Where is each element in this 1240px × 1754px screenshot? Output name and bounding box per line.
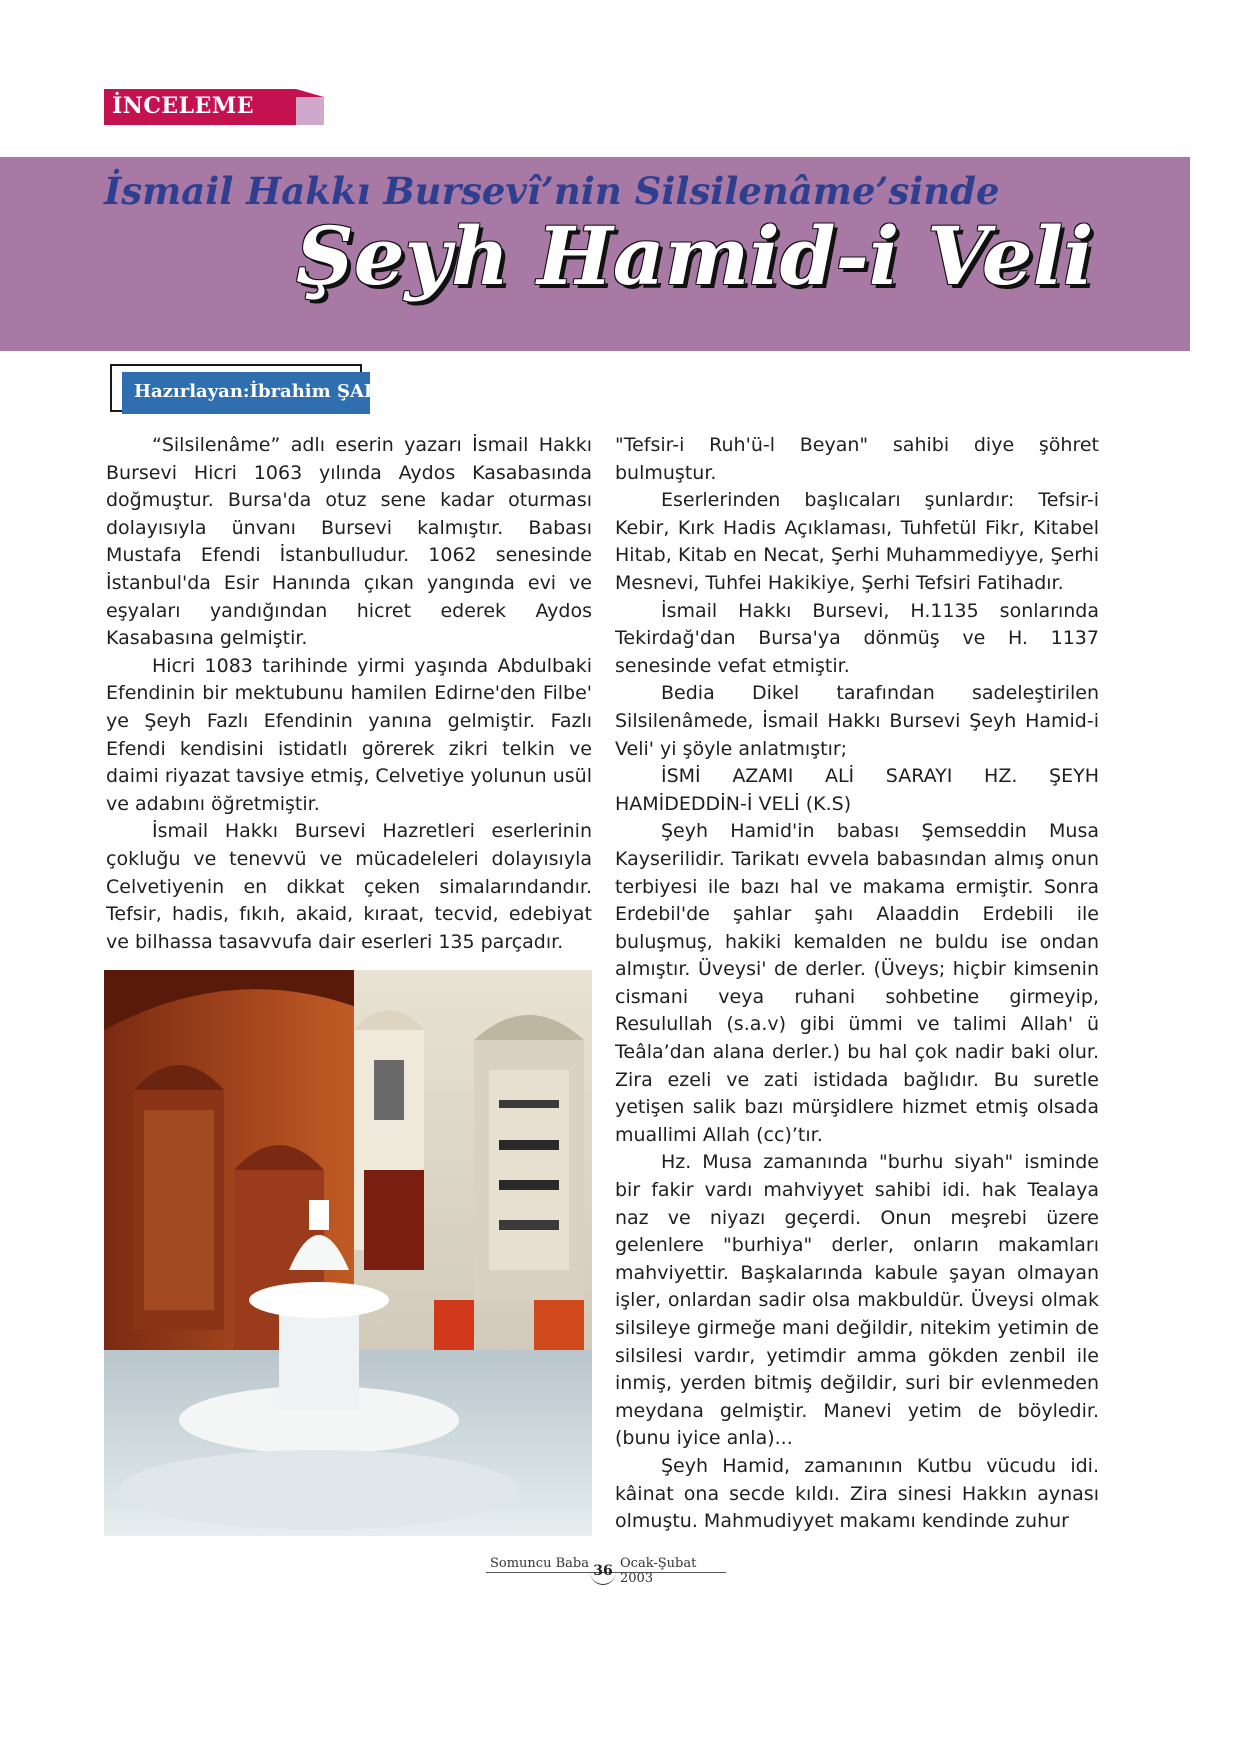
section-tag [104,89,324,125]
magazine-name: Somuncu Baba [490,1556,589,1571]
byline-text: Hazırlayan:İbrahim ŞAHİN [134,381,406,402]
paragraph: Hz. Musa zamanında "burhu siyah" isminde bir fakir vardı mahviyyet sahibi idi. hak Tealaya naz ve niyazı geçerdi. Onun meşrebi üzere gelenlere "burhiya" derler, onların makamları mahviyettir. Başkalarında kabule şayan olmayan işler, onlardan sadir olsa makbuldür. Üveysi olmak silsileye girmeğe mani değildir, nitekim yetimin de silsilesi vardır, yetimdir amma gökden zenbil ile inmiş, yerden bitmiş değildir, suri bir evlenmeden meydana gelmiştir. Manevi yetim de böyledir. (bunu iyice anla)... [615,1151,1099,1450]
photo-illustration [104,970,592,1536]
paragraph: İsmail Hakkı Bursevi, H.1135 sonlarında Tekirdağ'dan Bursa'ya dönmüş ve H. 1137 senesinde vefat etmiştir. [615,599,1099,677]
mosque-interior-photo [104,970,592,1536]
paragraph: "Tefsir-i Ruh'ü-l Beyan" sahibi diye şöhret bulmuştur. [615,434,1099,484]
paragraph: İSMİ AZAMI ALİ SARAYI HZ. ŞEYH HAMİDEDDİN-İ VELİ (K.S) [615,765,1099,815]
paragraph: İsmail Hakkı Bursevi Hazretleri eserlerinin çokluğu ve tenevvü ve mücadeleleri dolayısıyla Celvetiyenin en dikkat çeken simalarındandır. Tefsir, hadis, fıkıh, akaid, kıraat, tecvid, edebiyat ve bilhassa tasavvufa dair eserleri 135 parçadır. [106,820,592,953]
article-title: Şeyh Hamid-i Veli [296,209,1094,303]
paragraph: Bedia Dikel tarafından sadeleştirilen Silsilenâmede, İsmail Hakkı Bursevi Şeyh Hamid-i Veli' yi şöyle anlatmıştır; [615,682,1099,760]
section-tag-square [296,97,324,125]
page-number: 36 [590,1558,616,1585]
paragraph: Şeyh Hamid'in babası Şemseddin Musa Kayserilidir. Tarikatı evvela babasından almış onun terbiyesi ile bazı hal ve makama ermiştir. Sonra Erdebil'de şahlar şahı Alaaddin Erdebili ile buluşmuş, hakiki kemalden ne buldu ise ondan almıştır. Üveysi' de derler. (Üveys; hiçbir kimsenin cismani veya ruhani sohbetine girmeyip, Resulullah (s.a.v) gibi ümmi ve talimi Allah' ü Teâla’dan alana derler.) bu hal çok nadir baki olur. Zira ezeli ve zati istidada bağlıdır. Bu suretle yetişen salik bazı mürşidlere hizmet etmiş olsada muallimi Allah (cc)’tır. [615,820,1099,1146]
paragraph: Şeyh Hamid, zamanının Kutbu vücudu idi. kâinat ona secde kıldı. Zira sinesi Hakkın aynası olmuştu. Mahmudiyyet makamı kendinde zuhur [615,1454,1099,1533]
paragraph: “Silsilenâme” adlı eserin yazarı İsmail Hakkı Bursevi Hicri 1063 yılında Aydos Kasabasında doğmuştur. Bursa'da otuz sene kadar oturması dolayısıyla ünvanı Bursevi kalmıştır. Babası Mustafa Efendi İstanbulludur. 1062 senesinde İstanbul'da Esir Hanında çıkan yangında evi ve eşyaları yandığından hicret ederek Aydos Kasabasına gelmiştir. [106,434,592,650]
title-banner [0,157,1190,351]
paragraph: Eserlerinden başlıcaları şunlardır: Tefsir-i Kebir, Kırk Hadis Açıklaması, Tuhfetül Fikr, Kitabel Hitab, Kitab en Necat, Şerhi Muhammediyye, Şerhi Mesnevi, Tuhfei Hakikiye, Şerhi Tefsiri Fatihadır. [615,489,1099,594]
left-column [106,432,592,956]
page-footer [486,1552,726,1586]
section-label: İNCELEME [112,93,255,119]
issue-date: Ocak-Şubat 2003 [620,1556,697,1586]
right-column [615,432,1099,1536]
paragraph: Hicri 1083 tarihinde yirmi yaşında Abdulbaki Efendinin bir mektubunu hamilen Edirne'den Filbe' ye Şeyh Fazlı Efendinin yanına gelmiştir. Fazlı Efendi kendisini istidatlı görerek zikri telkin ve daimi riyazat tavsiye etmiş, Celvetiye yolunun usül ve adabını öğretmiştir. [106,654,592,815]
section-tag-notch [296,89,324,97]
article-subtitle: İsmail Hakkı Bursevî’nin Silsilenâme’sinde [104,169,1000,213]
byline [110,364,406,418]
